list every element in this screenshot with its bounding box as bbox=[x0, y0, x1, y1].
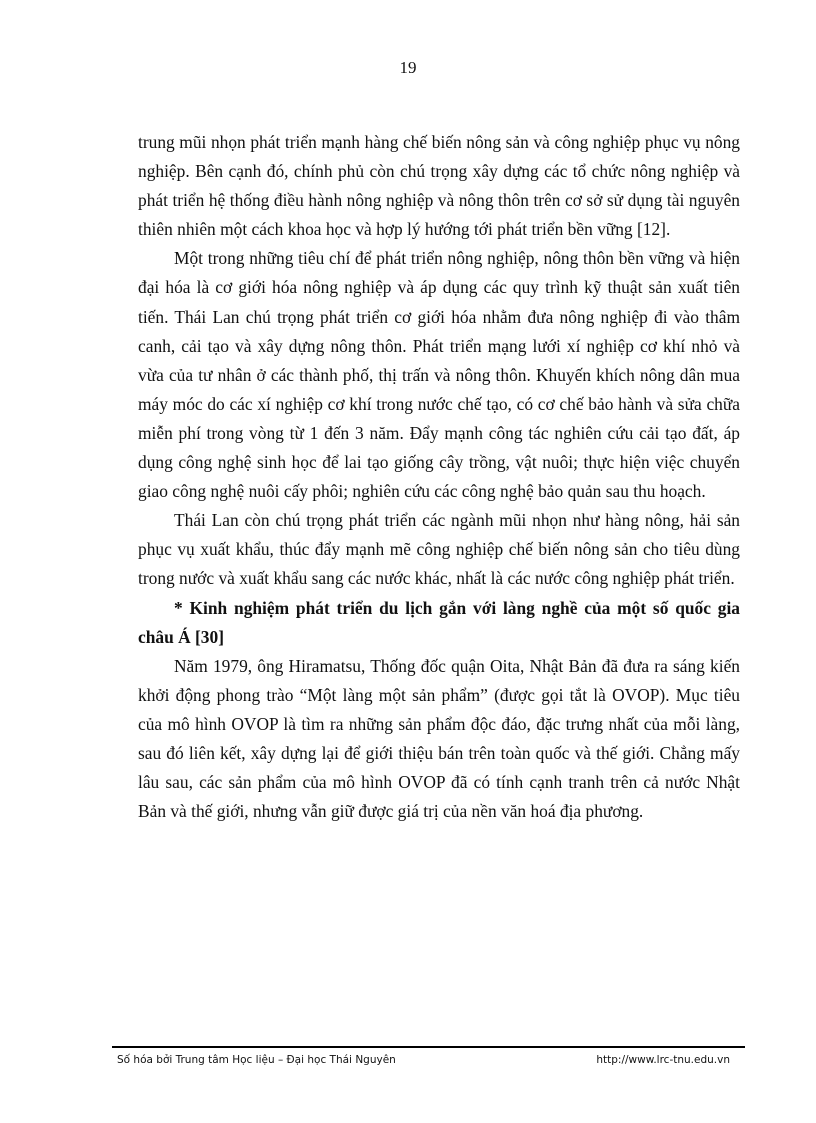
footer-url[interactable]: http://www.lrc-tnu.edu.vn bbox=[596, 1054, 730, 1066]
document-body bbox=[138, 128, 740, 826]
section-heading: * Kinh nghiệm phát triển du lịch gắn với làng nghề của một số quốc gia châu Á [30] bbox=[138, 597, 740, 647]
footer-divider bbox=[112, 1046, 745, 1048]
footer-source: Số hóa bởi Trung tâm Học liệu – Đại học Thái Nguyên bbox=[117, 1054, 396, 1066]
paragraph-key-industries: Thái Lan còn chú trọng phát triển các ngành mũi nhọn như hàng nông, hải sản phục vụ xuất khẩu, thúc đẩy mạnh mẽ công nghiệp chế biến nông sản cho tiêu dùng trong nước và xuất khẩu sang các nước khác, nhất là các nước công nghiệp phát triển. bbox=[138, 510, 740, 589]
page-number: 19 bbox=[399, 58, 417, 77]
paragraph-continuation: trung mũi nhọn phát triển mạnh hàng chế biến nông sản và công nghiệp phục vụ nông nghiệp. Bên cạnh đó, chính phủ còn chú trọng xây dựng các tổ chức nông nghiệp và phát triển hệ thống điều hành nông nghiệp và nông thôn trên cơ sở sử dụng tài nguyên thiên nhiên một cách khoa học và hợp lý hướng tới phát triển bền vững [12]. bbox=[138, 132, 740, 240]
paragraph-mechanization: Một trong những tiêu chí để phát triển nông nghiệp, nông thôn bền vững và hiện đại hóa là cơ giới hóa nông nghiệp và áp dụng các quy trình kỹ thuật sản xuất tiên tiến. Thái Lan chú trọng phát triển cơ giới hóa nhằm đưa nông nghiệp đi vào thâm canh, cải tạo và xây dựng nông thôn. Phát triển mạng lưới xí nghiệp cơ khí nhỏ và vừa của tư nhân ở các thành phố, thị trấn và nông thôn. Khuyến khích nông dân mua máy móc do các xí nghiệp cơ khí trong nước chế tạo, có cơ chế bảo hành và sửa chữa miễn phí trong vòng từ 1 đến 3 năm. Đẩy mạnh công tác nghiên cứu cải tạo đất, áp dụng công nghệ sinh học để lai tạo giống cây trồng, vật nuôi; thực hiện việc chuyển giao công nghệ nuôi cấy phôi; nghiên cứu các công nghệ bảo quản sau thu hoạch. bbox=[138, 248, 740, 502]
paragraph-ovop: Năm 1979, ông Hiramatsu, Thống đốc quận Oita, Nhật Bản đã đưa ra sáng kiến khởi động phong trào “Một làng một sản phẩm” (được gọi tắt là OVOP). Mục tiêu của mô hình OVOP là tìm ra những sản phẩm độc đáo, đặc trưng nhất của mỗi làng, sau đó liên kết, xây dựng lại để giới thiệu bán trên toàn quốc và thế giới. Chẳng mấy lâu sau, các sản phẩm của mô hình OVOP đã có tính cạnh tranh trên cả nước Nhật Bản và thế giới, nhưng vẫn giữ được giá trị của nền văn hoá địa phương. bbox=[138, 655, 740, 822]
